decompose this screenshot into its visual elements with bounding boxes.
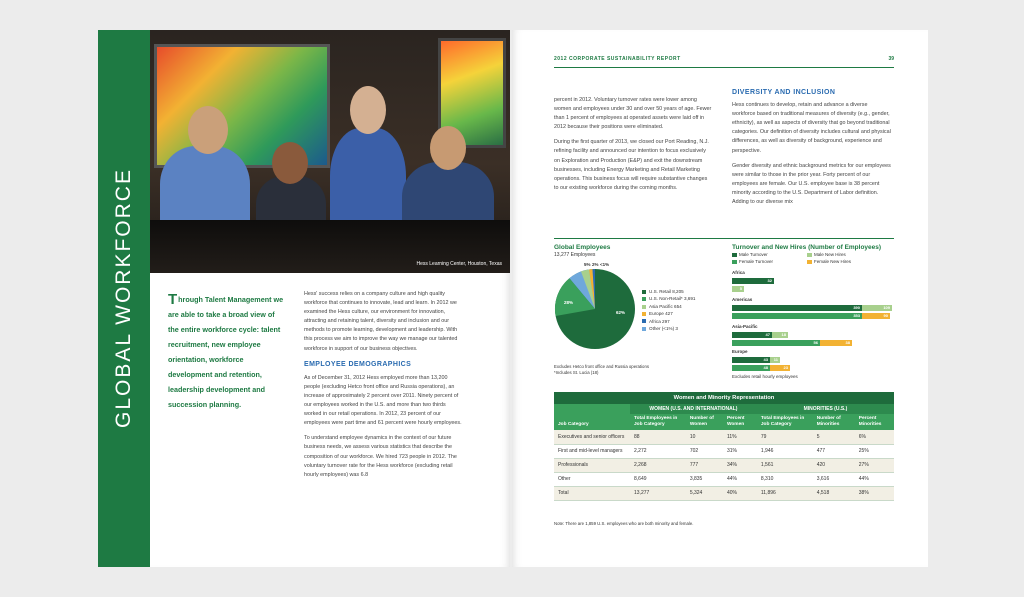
table-cell: 11% bbox=[723, 430, 757, 444]
intro-text: hrough Talent Management we are able to take a broad view of the entire workforce cycle: talent recruitment, new employee orientation, workforce development and retention, leadership development and succession planning. bbox=[168, 295, 284, 409]
women-minority-table bbox=[554, 392, 894, 501]
section-divider bbox=[554, 238, 894, 239]
region-label: Americas bbox=[732, 297, 753, 302]
bar-female-turnover: 353 bbox=[732, 313, 862, 319]
body-paragraph: During the first quarter of 2013, we closed our Port Reading, N.J. refining facility and announced our intention to focus exclusively on Exploration and Production (E&P) and exit the downstream businesses, including Energy Marketing and Retail Marketing operations. This business focus will require substantive changes to our existing workforce during the coming months. bbox=[554, 139, 709, 191]
running-header bbox=[554, 56, 894, 68]
bar-male-newhires: 18 bbox=[772, 332, 788, 338]
table-cell: 1,561 bbox=[757, 458, 813, 472]
body-paragraph: percent in 2012. Voluntary turnover rates were lower among women and employees under 30 and over 50 years of age. Fewer than 1 percent of employees at operated assets were laid off in 2012 because their positions were eliminated. bbox=[554, 97, 712, 131]
bar-female-turnover: 56 bbox=[732, 340, 820, 346]
body-paragraph: Hess' success relies on a company culture and high quality workforce that continues to innovate, lead and learn. In 2012 we examined the Hess culture, our environment for innovation, attracting and retaining talent, diversity and inclusion and our methods to promote learning, development and leadership. With this process we aim to improve the way we manage our talented workforce in support of our business objectives. bbox=[304, 291, 458, 352]
bar-male-newhires: 11 bbox=[770, 357, 780, 363]
table-cell: 4,518 bbox=[813, 486, 855, 500]
legend-item bbox=[642, 310, 722, 317]
legend-label: Female New Hires bbox=[814, 258, 852, 264]
region-label: Africa bbox=[732, 270, 745, 275]
body-paragraph: As of December 31, 2012 Hess employed more than 13,200 people (excluding Hetco front office and Russia operations), an increase of approximately 2 percent over 2011. Ninety percent of our employees worked in the U.S. and more than two thirds worked in our retail operations. In 2012, 23 percent of our employees were part time and 61 percent were hourly employees. bbox=[304, 374, 462, 427]
turnover-chart-title: Turnover and New Hires (Number of Employees) bbox=[732, 244, 882, 251]
person-head bbox=[430, 126, 466, 170]
table-cell: 6% bbox=[855, 430, 894, 444]
turnover-footnote: Excludes retail hourly employees bbox=[732, 374, 798, 379]
section-sidebar bbox=[98, 30, 150, 567]
left-page bbox=[98, 30, 510, 567]
legend-label: Asia Pacific 654 bbox=[649, 303, 682, 309]
table-cell: 44% bbox=[855, 472, 894, 486]
legend-swatch bbox=[732, 253, 737, 257]
footnote-line: *Includes St. Lucia (18) bbox=[554, 370, 599, 375]
table-cell: 3,835 bbox=[686, 472, 723, 486]
bar-male-turnover: 390 bbox=[732, 305, 862, 311]
legend-swatch bbox=[642, 312, 646, 316]
legend-label: Other (<1%) 3 bbox=[649, 326, 678, 332]
legend-item bbox=[642, 318, 722, 325]
table-cell: 5 bbox=[813, 430, 855, 444]
bar-female-turnover: 48 bbox=[732, 365, 770, 371]
global-employees-title: Global Employees bbox=[554, 244, 611, 251]
table-cell: Other bbox=[554, 472, 630, 486]
legend-label: Male Turnover bbox=[739, 252, 768, 257]
table-cell: 420 bbox=[813, 458, 855, 472]
legend-item bbox=[642, 288, 722, 295]
table-cell: 31% bbox=[723, 444, 757, 458]
table-cell: 8,649 bbox=[630, 472, 686, 486]
table-cell: 477 bbox=[813, 444, 855, 458]
bar-male-newhires: 5 bbox=[732, 286, 744, 292]
section-heading: DIVERSITY AND INCLUSION bbox=[732, 89, 836, 96]
table-cell: Executives and senior officers bbox=[554, 430, 630, 444]
table-cell: 5,324 bbox=[686, 486, 723, 500]
table-caption: Women and Minority Representation bbox=[554, 392, 894, 404]
column-header: Total Employees in Job Category bbox=[630, 414, 686, 430]
table-row bbox=[554, 486, 894, 500]
legend-swatch bbox=[807, 260, 812, 264]
table-row bbox=[554, 444, 894, 458]
column-header: Percent Women bbox=[723, 414, 757, 430]
table-row bbox=[554, 458, 894, 472]
table-cell: 2,272 bbox=[630, 444, 686, 458]
global-employees-pie bbox=[554, 268, 636, 350]
table-footnote: Note: There are 1,859 U.S. employees who are both minority and female. bbox=[554, 521, 694, 526]
legend-swatch bbox=[732, 260, 737, 264]
legend-swatch bbox=[807, 253, 812, 257]
region-label: Asia-Pacific bbox=[732, 324, 758, 329]
legend-item bbox=[807, 259, 882, 266]
table-cell: 11,896 bbox=[757, 486, 813, 500]
footnote-line: Excludes Hetco front office and Russia operations bbox=[554, 364, 649, 369]
table-cell: 10 bbox=[686, 430, 723, 444]
section-title: GLOBAL WORKFORCE bbox=[112, 168, 135, 428]
table-cell: 79 bbox=[757, 430, 813, 444]
bar-male-turnover: 43 bbox=[732, 357, 770, 363]
pie-label: 28% bbox=[564, 300, 574, 305]
team-photo bbox=[150, 30, 510, 273]
table-cell: 1,946 bbox=[757, 444, 813, 458]
table-cell: 34% bbox=[723, 458, 757, 472]
photo-caption: Hess Learning Center, Houston, Texas bbox=[416, 261, 502, 267]
right-body-column-1 bbox=[554, 96, 712, 199]
column-header: Job Category bbox=[554, 414, 630, 430]
legend-item bbox=[732, 259, 807, 266]
column-header: Number of Women bbox=[686, 414, 723, 430]
report-title: 2012 CORPORATE SUSTAINABILITY REPORT bbox=[554, 56, 681, 62]
pie-label: 2% bbox=[592, 262, 599, 267]
table-cell: 40% bbox=[723, 486, 757, 500]
body-paragraph: Gender diversity and ethnic background metrics for our employees were similar to those in the prior year. Forty percent of our employees are female. Our U.S. employee base is 38 percent minority according to the U.S. Department of Labor definition. Adding to our diverse mix bbox=[732, 162, 891, 206]
person-head bbox=[188, 106, 228, 154]
page-number: 39 bbox=[888, 56, 894, 62]
table-cell: Total bbox=[554, 486, 630, 500]
report-spread bbox=[98, 30, 928, 567]
bar-female-newhires: 23 bbox=[770, 365, 790, 371]
legend-swatch bbox=[642, 327, 646, 331]
table-cell: 88 bbox=[630, 430, 686, 444]
right-page bbox=[512, 30, 928, 567]
legend-item bbox=[642, 295, 722, 302]
bar-male-turnover: 47 bbox=[732, 332, 772, 338]
table-cell: 44% bbox=[723, 472, 757, 486]
region-label: Europe bbox=[732, 349, 748, 354]
table-cell: 13,277 bbox=[630, 486, 686, 500]
column-header: Percent Minorities bbox=[855, 414, 894, 430]
table-cell: 702 bbox=[686, 444, 723, 458]
section-heading: EMPLOYEE DEMOGRAPHICS bbox=[304, 360, 412, 368]
pie-label: 62% bbox=[616, 310, 626, 315]
legend-label: Africa 297 bbox=[649, 318, 670, 324]
table-group-spacer bbox=[554, 404, 630, 414]
intro-pullquote bbox=[168, 292, 286, 412]
table-group-minorities: MINORITIES (U.S.) bbox=[757, 404, 894, 414]
legend-swatch bbox=[642, 305, 646, 309]
table-cell: 8,310 bbox=[757, 472, 813, 486]
legend-item bbox=[642, 325, 722, 332]
legend-label: Male New Hires bbox=[814, 252, 846, 257]
legend-label: U.S. Non-Retail* 3,691 bbox=[649, 296, 696, 302]
bar-male-newhires: 109 bbox=[862, 305, 892, 311]
table-row bbox=[554, 430, 894, 444]
table-cell: 3,616 bbox=[813, 472, 855, 486]
table-cell: First and mid-level managers bbox=[554, 444, 630, 458]
body-paragraph: To understand employee dynamics in the context of our future business needs, we assess various statistics that describe the composition of our workforce. We hired 723 people in 2012. The voluntary turnover rate for the Hess workforce (excluding retail hourly employees) was 6.8 bbox=[304, 435, 457, 478]
table-row bbox=[554, 472, 894, 486]
table-cell: 777 bbox=[686, 458, 723, 472]
legend-swatch bbox=[642, 297, 646, 301]
global-employees-subtitle: 13,277 Employees bbox=[554, 252, 596, 258]
person-head bbox=[350, 86, 386, 134]
column-header: Total Employees in Job Category bbox=[757, 414, 813, 430]
bar-female-newhires: 38 bbox=[820, 340, 852, 346]
legend-item bbox=[642, 303, 722, 310]
drop-cap: T bbox=[168, 291, 178, 308]
table-cell: Professionals bbox=[554, 458, 630, 472]
table-group-women: WOMEN (U.S. AND INTERNATIONAL) bbox=[630, 404, 757, 414]
legend-label: Female Turnover bbox=[739, 258, 774, 264]
pie-label: <1% bbox=[600, 262, 610, 267]
pie-label: 5% bbox=[584, 262, 591, 267]
table-cell: 27% bbox=[855, 458, 894, 472]
right-body-column-2 bbox=[732, 88, 892, 213]
turnover-legend bbox=[732, 252, 882, 265]
table-cell: 25% bbox=[855, 444, 894, 458]
legend-swatch bbox=[642, 290, 646, 294]
table-cell: 38% bbox=[855, 486, 894, 500]
legend-label: U.S. Retail 8,205 bbox=[649, 289, 684, 294]
legend-label: Europe 427 bbox=[649, 311, 673, 317]
legend-swatch bbox=[642, 319, 646, 323]
person-head bbox=[272, 142, 308, 184]
pie-legend bbox=[642, 288, 722, 332]
body-paragraph: Hess continues to develop, retain and advance a diverse workforce based on traditional measures of diversity (e.g., gender, ethnicity), as well as aspects of diversity that go beyond traditional categories. Our definition of diversity includes cultural and physical differences, as well as diversity of background, experience and perspective. bbox=[732, 102, 891, 154]
bar-male-turnover: 32 bbox=[732, 278, 774, 284]
table-cell: 2,268 bbox=[630, 458, 686, 472]
pie-footnote bbox=[554, 364, 649, 376]
bar-female-newhires: 90 bbox=[862, 313, 890, 319]
left-body-column bbox=[304, 290, 464, 486]
column-header: Number of Minorities bbox=[813, 414, 855, 430]
